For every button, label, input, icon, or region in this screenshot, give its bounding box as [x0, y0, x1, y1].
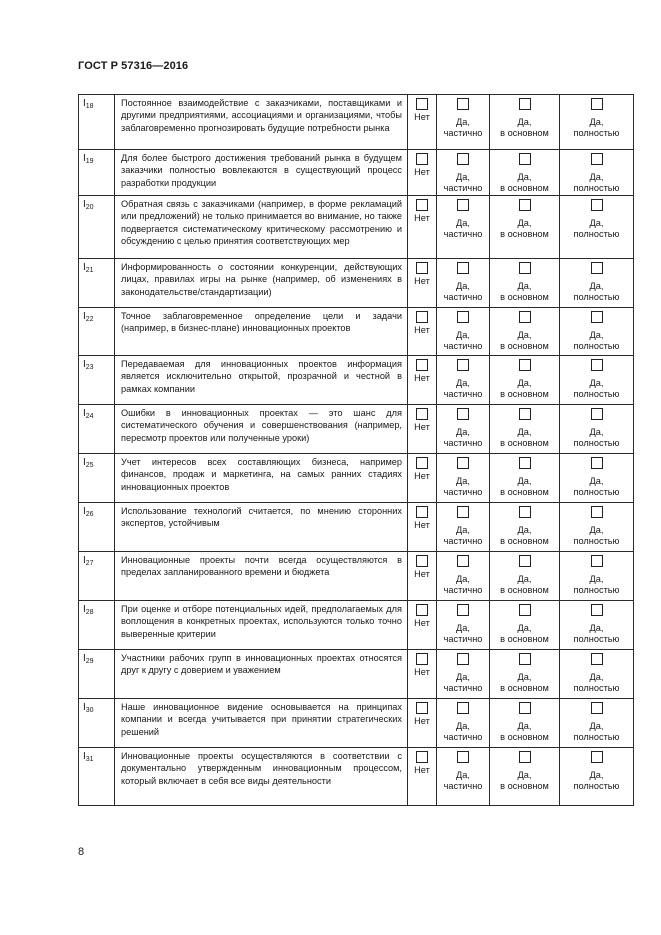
option-mostly	[490, 307, 560, 355]
item-statement: Передаваемая для инновационных проектов информация является исключительно открытой, прозрачной и честной в рамках компании	[115, 355, 408, 404]
option-no-label: Нет	[414, 167, 430, 177]
item-code	[79, 600, 115, 649]
item-code-number: 22	[85, 315, 94, 323]
option-mostly-label-2: в основном	[500, 487, 549, 498]
checkbox-fully[interactable]	[591, 653, 603, 665]
option-partly	[437, 195, 490, 258]
option-mostly-label-1: Да,	[517, 172, 532, 182]
table-row	[79, 551, 634, 600]
checkbox-partly[interactable]	[457, 604, 469, 616]
option-mostly-label-1: Да,	[517, 475, 532, 486]
checkbox-fully[interactable]	[591, 153, 603, 165]
table-row	[79, 307, 634, 355]
item-code-letter: I	[83, 153, 86, 164]
checkbox-mostly[interactable]	[519, 311, 531, 323]
option-fully-label-2: полностью	[573, 732, 620, 743]
option-fully-label-1: Да,	[589, 117, 604, 127]
option-no-label: Нет	[414, 666, 430, 677]
option-mostly-label-1: Да,	[517, 426, 532, 437]
item-code-letter: I	[83, 407, 86, 419]
checkbox-partly[interactable]	[457, 653, 469, 665]
checkbox-mostly[interactable]	[519, 506, 531, 518]
questionnaire-body	[79, 95, 634, 806]
item-statement: Инновационные проекты почти всегда осуществляются в пределах запланированного времени и бюджета	[115, 551, 408, 600]
item-code-number: 25	[85, 461, 94, 469]
option-partly-label-2: частично	[443, 683, 483, 694]
item-code-letter: I	[83, 198, 86, 210]
checkbox-mostly[interactable]	[519, 555, 531, 567]
option-mostly-label-1: Да,	[517, 622, 532, 633]
item-code-number: 27	[85, 559, 94, 567]
option-no-label: Нет	[414, 470, 430, 481]
table-row	[79, 502, 634, 551]
checkbox-fully[interactable]	[591, 751, 603, 763]
option-fully	[560, 258, 634, 307]
option-mostly	[490, 95, 560, 150]
option-partly-label-2: частично	[443, 585, 483, 596]
checkbox-no[interactable]	[416, 751, 428, 763]
option-no	[408, 150, 437, 196]
option-fully	[560, 95, 634, 150]
option-mostly-label-2: в основном	[500, 128, 549, 139]
option-partly	[437, 453, 490, 502]
option-partly	[437, 698, 490, 747]
item-code-letter: I	[83, 701, 86, 713]
item-code-letter: I	[83, 358, 86, 370]
option-fully	[560, 355, 634, 404]
option-no-label: Нет	[414, 112, 430, 122]
option-partly	[437, 95, 490, 150]
option-fully-label-2: полностью	[573, 292, 620, 303]
option-mostly-label-2: в основном	[500, 585, 549, 596]
checkbox-mostly[interactable]	[519, 604, 531, 616]
option-partly-label-1: Да,	[456, 426, 470, 437]
item-statement: Участники рабочих групп в инновационных проектах относятся друг к другу с доверием и уважением	[115, 649, 408, 698]
option-partly-label-1: Да,	[456, 329, 470, 340]
option-no	[408, 649, 437, 698]
option-mostly	[490, 502, 560, 551]
option-mostly	[490, 649, 560, 698]
option-partly-label-2: частично	[443, 732, 483, 743]
checkbox-mostly[interactable]	[519, 408, 531, 420]
item-code	[79, 195, 115, 258]
checkbox-fully[interactable]	[591, 359, 603, 371]
option-no	[408, 404, 437, 453]
option-partly-label-1: Да,	[456, 573, 470, 584]
checkbox-fully[interactable]	[591, 98, 603, 110]
option-fully-label-2: полностью	[573, 229, 620, 240]
option-fully-label-2: полностью	[573, 389, 620, 400]
item-statement: Учет интересов всех составляющих бизнеса, например финансов, продаж и маркетинга, на самых ранних стадиях инновационных проектов	[115, 453, 408, 502]
option-partly-label-1: Да,	[456, 769, 470, 780]
checkbox-no[interactable]	[416, 506, 428, 518]
option-mostly	[490, 453, 560, 502]
checkbox-no[interactable]	[416, 262, 428, 274]
checkbox-mostly[interactable]	[519, 199, 531, 211]
option-mostly-label-2: в основном	[500, 438, 549, 449]
item-code	[79, 307, 115, 355]
item-code-number: 20	[85, 203, 94, 211]
table-row	[79, 453, 634, 502]
checkbox-partly[interactable]	[457, 506, 469, 518]
item-code-letter: I	[83, 310, 86, 322]
option-partly-label-2: частично	[443, 128, 483, 139]
item-code	[79, 355, 115, 404]
option-partly	[437, 649, 490, 698]
option-no	[408, 195, 437, 258]
item-code-number: 19	[85, 158, 94, 165]
item-code	[79, 551, 115, 600]
option-mostly-label-2: в основном	[500, 732, 549, 743]
table-row	[79, 95, 634, 150]
checkbox-no[interactable]	[416, 653, 428, 665]
item-code-letter: I	[83, 505, 86, 517]
option-partly-label-1: Да,	[456, 622, 470, 633]
option-mostly-label-2: в основном	[500, 183, 549, 194]
item-code-letter: I	[83, 750, 86, 762]
item-code	[79, 404, 115, 453]
option-no-label: Нет	[414, 275, 430, 286]
option-fully-label-2: полностью	[573, 683, 620, 694]
questionnaire-table	[78, 94, 634, 806]
option-no	[408, 502, 437, 551]
checkbox-no[interactable]	[416, 311, 428, 323]
item-code-number: 30	[85, 706, 94, 714]
option-mostly	[490, 355, 560, 404]
option-partly-label-1: Да,	[456, 377, 470, 388]
item-code-number: 18	[85, 103, 94, 110]
option-no	[408, 355, 437, 404]
item-code	[79, 747, 115, 805]
item-statement: Постоянное взаимодействие с заказчиками, поставщиками и другими предприятиями, ассоциациями и организациями, чтобы заблаговременно прогнозировать будущие потребности рынка	[115, 95, 408, 150]
option-no	[408, 453, 437, 502]
option-partly-label-2: частично	[443, 536, 483, 547]
option-mostly-label-1: Да,	[517, 329, 532, 340]
checkbox-no[interactable]	[416, 199, 428, 211]
option-partly-label-2: частично	[443, 487, 483, 498]
option-mostly-label-2: в основном	[500, 634, 549, 645]
option-mostly	[490, 258, 560, 307]
option-mostly-label-1: Да,	[517, 377, 532, 388]
option-mostly-label-1: Да,	[517, 280, 532, 291]
option-partly	[437, 404, 490, 453]
option-partly-label-2: частично	[443, 634, 483, 645]
option-no	[408, 307, 437, 355]
checkbox-fully[interactable]	[591, 408, 603, 420]
option-mostly-label-2: в основном	[500, 781, 549, 792]
option-partly-label-1: Да,	[456, 671, 470, 682]
option-no-label: Нет	[414, 324, 430, 335]
checkbox-fully[interactable]	[591, 702, 603, 714]
option-fully-label-1: Да,	[589, 426, 604, 437]
option-fully-label-1: Да,	[589, 524, 604, 535]
item-statement: Наше инновационное видение основывается на принципах компании и всегда учитывается при принятии стратегических решений	[115, 698, 408, 747]
option-no-label: Нет	[414, 421, 430, 432]
option-fully-label-1: Да,	[589, 280, 604, 291]
checkbox-no[interactable]	[416, 555, 428, 567]
option-mostly-label-1: Да,	[517, 573, 532, 584]
option-no	[408, 747, 437, 805]
option-fully-label-1: Да,	[589, 769, 604, 780]
option-fully-label-1: Да,	[589, 720, 604, 731]
option-partly-label-1: Да,	[456, 720, 470, 731]
option-fully-label-2: полностью	[573, 585, 620, 596]
checkbox-partly[interactable]	[457, 262, 469, 274]
checkbox-mostly[interactable]	[519, 653, 531, 665]
option-partly-label-2: частично	[443, 292, 483, 303]
checkbox-mostly[interactable]	[519, 457, 531, 469]
option-no-label: Нет	[414, 715, 430, 726]
option-fully	[560, 404, 634, 453]
checkbox-mostly[interactable]	[519, 359, 531, 371]
option-partly	[437, 355, 490, 404]
checkbox-fully[interactable]	[591, 199, 603, 211]
option-no	[408, 258, 437, 307]
item-code-letter: I	[83, 603, 86, 615]
option-fully-label-1: Да,	[589, 475, 604, 486]
checkbox-partly[interactable]	[457, 457, 469, 469]
option-fully-label-1: Да,	[589, 217, 604, 228]
checkbox-partly[interactable]	[457, 751, 469, 763]
option-mostly-label-1: Да,	[517, 720, 532, 731]
table-row	[79, 649, 634, 698]
option-fully-label-2: полностью	[573, 634, 620, 645]
checkbox-fully[interactable]	[591, 555, 603, 567]
option-no-label: Нет	[414, 568, 430, 579]
option-no	[408, 551, 437, 600]
option-fully-label-2: полностью	[573, 183, 620, 194]
checkbox-mostly[interactable]	[519, 702, 531, 714]
option-fully	[560, 195, 634, 258]
option-no	[408, 600, 437, 649]
option-mostly	[490, 404, 560, 453]
item-statement: Для более быстрого достижения требований рынка в будущем заказчики полностью вовлекаются в существующий процесс разработки продукции	[115, 150, 408, 196]
option-fully-label-2: полностью	[573, 487, 620, 498]
option-fully-label-1: Да,	[589, 377, 604, 388]
checkbox-partly[interactable]	[457, 153, 469, 165]
option-no-label: Нет	[414, 617, 430, 628]
item-code-letter: I	[83, 98, 86, 109]
checkbox-no[interactable]	[416, 153, 428, 165]
option-mostly-label-2: в основном	[500, 683, 549, 694]
option-mostly-label-2: в основном	[500, 229, 549, 240]
checkbox-no[interactable]	[416, 98, 428, 110]
option-fully-label-1: Да,	[589, 622, 604, 633]
item-statement: Ошибки в инновационных проектах — это шанс для систематического обучения и совершенствования (например, пересмотр проектов или полученные уроки)	[115, 404, 408, 453]
option-no-label: Нет	[414, 764, 430, 775]
option-partly	[437, 551, 490, 600]
checkbox-mostly[interactable]	[519, 153, 531, 165]
item-code-number: 26	[85, 510, 94, 518]
item-code	[79, 258, 115, 307]
option-partly	[437, 150, 490, 196]
option-no	[408, 95, 437, 150]
option-partly	[437, 307, 490, 355]
checkbox-partly[interactable]	[457, 555, 469, 567]
table-row	[79, 600, 634, 649]
option-fully	[560, 453, 634, 502]
item-statement: Точное заблаговременное определение цели и задачи (например, в бизнес-плане) инновационных проектов	[115, 307, 408, 355]
option-mostly-label-1: Да,	[517, 769, 532, 780]
option-no-label: Нет	[414, 372, 430, 383]
item-code	[79, 150, 115, 196]
option-partly	[437, 502, 490, 551]
checkbox-fully[interactable]	[591, 262, 603, 274]
item-code	[79, 649, 115, 698]
option-partly-label-1: Да,	[456, 280, 470, 291]
checkbox-fully[interactable]	[591, 457, 603, 469]
table-row	[79, 404, 634, 453]
option-fully-label-1: Да,	[589, 573, 604, 584]
option-fully	[560, 551, 634, 600]
checkbox-no[interactable]	[416, 359, 428, 371]
table-row	[79, 150, 634, 196]
item-code-number: 28	[85, 608, 94, 616]
option-mostly-label-2: в основном	[500, 292, 549, 303]
checkbox-fully[interactable]	[591, 311, 603, 323]
item-code-letter: I	[83, 652, 86, 664]
item-code-letter: I	[83, 554, 86, 566]
checkbox-fully[interactable]	[591, 604, 603, 616]
checkbox-no[interactable]	[416, 702, 428, 714]
option-fully	[560, 502, 634, 551]
checkbox-mostly[interactable]	[519, 751, 531, 763]
option-partly-label-1: Да,	[456, 172, 470, 182]
item-statement: Обратная связь с заказчиками (например, в форме рекламаций или предложений) не только принимается во внимание, но также подвергается систематическому критическому рассмотрению и обсуждению с целью принятия соответствующих мер	[115, 195, 408, 258]
option-partly-label-2: частично	[443, 229, 483, 240]
option-mostly	[490, 698, 560, 747]
option-partly-label-2: частично	[443, 341, 483, 352]
checkbox-mostly[interactable]	[519, 98, 531, 110]
item-code-number: 31	[85, 755, 94, 763]
checkbox-partly[interactable]	[457, 311, 469, 323]
page-number: 8	[78, 846, 85, 858]
item-statement: Использование технологий считается, по мнению сторонних экспертов, устойчивым	[115, 502, 408, 551]
item-code-number: 29	[85, 657, 94, 665]
option-partly-label-1: Да,	[456, 524, 470, 535]
checkbox-fully[interactable]	[591, 506, 603, 518]
document-header: ГОСТ Р 57316—2016	[78, 60, 189, 72]
option-partly-label-1: Да,	[456, 217, 470, 228]
option-no	[408, 698, 437, 747]
table-row	[79, 258, 634, 307]
item-statement: При оценке и отборе потенциальных идей, предполагаемых для воплощения в конкретных проектах, используются только точно выверенные критерии	[115, 600, 408, 649]
option-fully-label-2: полностью	[573, 781, 620, 792]
checkbox-no[interactable]	[416, 604, 428, 616]
option-fully-label-2: полностью	[573, 128, 620, 139]
option-fully	[560, 307, 634, 355]
checkbox-partly[interactable]	[457, 98, 469, 110]
option-mostly	[490, 195, 560, 258]
option-partly-label-2: частично	[443, 389, 483, 400]
item-code-letter: I	[83, 456, 86, 468]
option-partly-label-2: частично	[443, 183, 483, 194]
checkbox-mostly[interactable]	[519, 262, 531, 274]
checkbox-no[interactable]	[416, 408, 428, 420]
option-fully	[560, 600, 634, 649]
item-code	[79, 453, 115, 502]
option-fully-label-2: полностью	[573, 341, 620, 352]
table-row	[79, 355, 634, 404]
option-mostly-label-1: Да,	[517, 671, 532, 682]
option-mostly-label-2: в основном	[500, 536, 549, 547]
option-partly	[437, 600, 490, 649]
option-fully-label-2: полностью	[573, 536, 620, 547]
item-code-number: 23	[85, 363, 94, 371]
item-code-letter: I	[83, 261, 86, 273]
option-fully	[560, 698, 634, 747]
checkbox-partly[interactable]	[457, 702, 469, 714]
checkbox-partly[interactable]	[457, 199, 469, 211]
checkbox-partly[interactable]	[457, 359, 469, 371]
option-mostly	[490, 150, 560, 196]
option-partly	[437, 258, 490, 307]
option-fully-label-1: Да,	[589, 671, 604, 682]
option-partly-label-2: частично	[443, 781, 483, 792]
option-fully	[560, 150, 634, 196]
option-partly-label-2: частично	[443, 438, 483, 449]
item-code	[79, 95, 115, 150]
item-statement: Инновационные проекты осуществляются в соответствии с документально утвержденным инновационным процессом, который включает в себя все виды деятельности	[115, 747, 408, 805]
option-partly-label-1: Да,	[456, 117, 470, 127]
option-no-label: Нет	[414, 212, 430, 223]
option-mostly	[490, 600, 560, 649]
option-mostly-label-1: Да,	[517, 217, 532, 228]
option-mostly-label-2: в основном	[500, 341, 549, 352]
option-mostly-label-2: в основном	[500, 389, 549, 400]
option-fully	[560, 747, 634, 805]
option-no-label: Нет	[414, 519, 430, 530]
option-fully-label-1: Да,	[589, 172, 604, 182]
option-mostly	[490, 747, 560, 805]
option-mostly-label-1: Да,	[517, 117, 532, 127]
option-fully-label-1: Да,	[589, 329, 604, 340]
table-row	[79, 195, 634, 258]
item-code	[79, 502, 115, 551]
option-partly	[437, 747, 490, 805]
checkbox-no[interactable]	[416, 457, 428, 469]
checkbox-partly[interactable]	[457, 408, 469, 420]
option-mostly-label-1: Да,	[517, 524, 532, 535]
option-partly-label-1: Да,	[456, 475, 470, 486]
item-code	[79, 698, 115, 747]
option-fully-label-2: полностью	[573, 438, 620, 449]
option-fully	[560, 649, 634, 698]
table-row	[79, 698, 634, 747]
item-code-number: 24	[85, 412, 94, 420]
item-statement: Информированность о состоянии конкуренции, действующих лицах, правилах игры на рынке (например, об изменениях в законодательстве/стандартизации)	[115, 258, 408, 307]
item-code-number: 21	[85, 266, 94, 274]
option-mostly	[490, 551, 560, 600]
table-row	[79, 747, 634, 805]
